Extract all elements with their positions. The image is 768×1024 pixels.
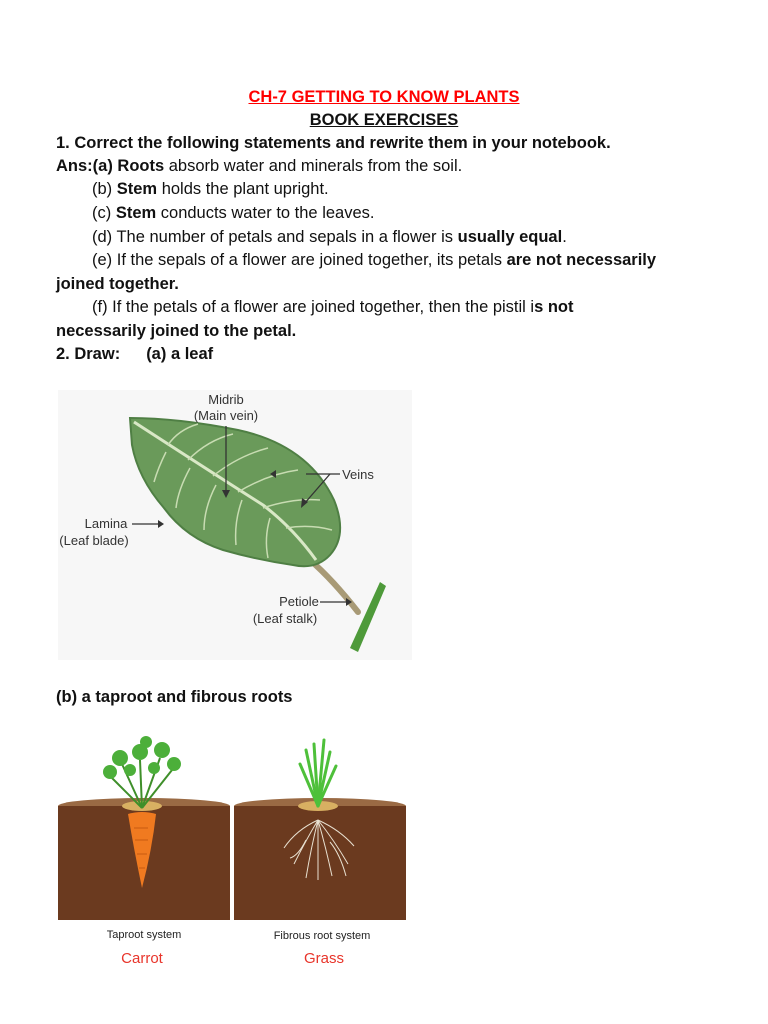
fibrous-example: Grass xyxy=(303,950,345,967)
taproot-example: Carrot xyxy=(121,950,163,967)
answer-text: conducts water to the leaves. xyxy=(156,204,375,222)
grass-blades xyxy=(300,740,336,806)
question-2 xyxy=(56,343,213,365)
answer-keyword: usually equal xyxy=(457,228,563,246)
label-lamina: Lamina xyxy=(84,516,128,531)
roots-diagram xyxy=(56,730,408,970)
label-lamina-sub: (Leaf blade) xyxy=(59,533,129,548)
fibrous-caption: Fibrous root system xyxy=(273,930,371,942)
answer-e-continued: joined together. xyxy=(56,275,179,293)
label-veins: Veins xyxy=(342,467,374,482)
answer-prefix: (e) If the sepals of a flower are joined together, its petals xyxy=(92,251,507,269)
answer-d xyxy=(92,226,567,248)
taproot-panel xyxy=(58,736,230,920)
taproot-caption: Taproot system xyxy=(106,929,182,941)
label-midrib: Midrib xyxy=(208,392,244,407)
answer-prefix: Ans:(a) xyxy=(56,157,118,175)
answer-f xyxy=(92,296,574,318)
fibrous-panel xyxy=(234,740,406,920)
answer-e xyxy=(92,249,656,271)
answer-keyword: are not necessarily xyxy=(506,251,657,269)
question-1: 1. Correct the following statements and rewrite them in your notebook. xyxy=(56,134,611,152)
leaf-diagram xyxy=(58,390,412,660)
answer-text: holds the plant upright. xyxy=(157,180,329,198)
answer-keyword: Stem xyxy=(115,204,157,222)
question-2-part-b: (b) a taproot and fibrous roots xyxy=(56,688,293,706)
label-petiole-sub: (Leaf stalk) xyxy=(252,611,318,626)
answer-text: . xyxy=(562,228,567,246)
answer-keyword: s not xyxy=(534,298,574,316)
answer-a xyxy=(56,155,462,177)
answer-keyword: Stem xyxy=(116,180,158,198)
answer-prefix: (f) If the petals of a flower are joined together, then the pistil i xyxy=(92,298,535,316)
answer-c xyxy=(92,202,374,224)
answer-prefix: (d) The number of petals and sepals in a flower is xyxy=(92,228,458,246)
answer-b xyxy=(92,178,329,200)
page-title: CH-7 GETTING TO KNOW PLANTS xyxy=(248,88,520,106)
label-petiole: Petiole xyxy=(279,594,319,609)
answer-prefix: (c) xyxy=(92,204,116,222)
question-2-part-a: (a) a leaf xyxy=(146,345,214,363)
answer-prefix: (b) xyxy=(92,180,117,198)
answer-text: absorb water and minerals from the soil. xyxy=(164,157,463,175)
question-2-label: 2. Draw: xyxy=(56,345,121,363)
page-subtitle: BOOK EXERCISES xyxy=(309,111,459,129)
answer-keyword: Roots xyxy=(117,157,165,175)
answer-f-continued: necessarily joined to the petal. xyxy=(56,322,297,340)
label-midrib-sub: (Main vein) xyxy=(193,408,259,423)
